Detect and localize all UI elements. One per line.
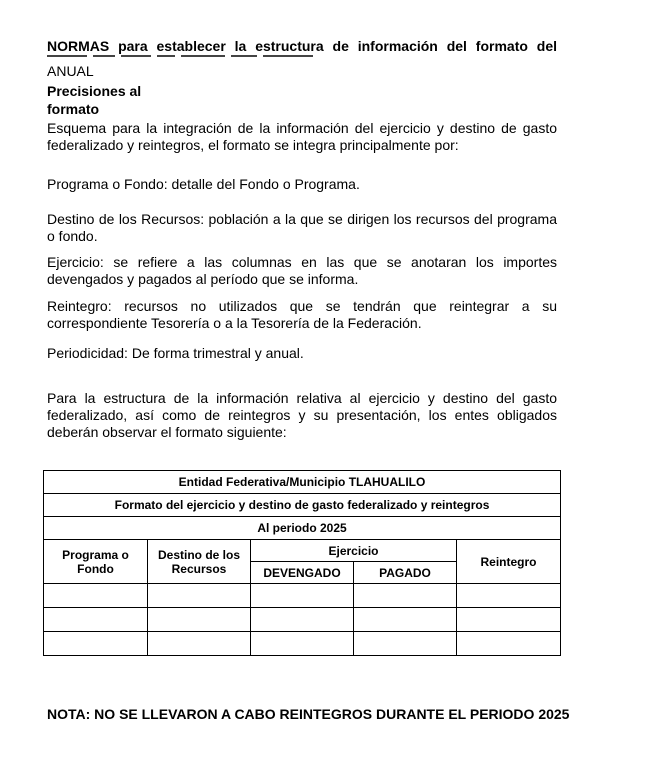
definition-reintegro: Reintegro: recursos no utilizados que se tendrán que reintegrar a su correspondiente Tesorería o a la Tesorería de la Federación.: [47, 298, 557, 331]
section-heading-line-2: formato: [47, 101, 100, 117]
column-header-destino: Destino de los Recursos: [148, 540, 251, 584]
table-cell: [148, 632, 251, 656]
table-cell: [251, 608, 354, 632]
table-cell: [354, 632, 457, 656]
column-header-programa: Programa o Fondo: [44, 540, 148, 584]
table-cell: [251, 632, 354, 656]
table-row: [44, 608, 561, 632]
table-cell: [44, 632, 148, 656]
intro-paragraph: Esquema para la integración de la información del ejercicio y destino de gasto federalizado y reintegros, el formato se integra principalmente por:: [47, 120, 557, 153]
section-heading-line-1: Precisiones al: [47, 83, 142, 99]
definition-programa: Programa o Fondo: detalle del Fondo o Programa.: [47, 176, 360, 192]
table-cell: [44, 584, 148, 608]
document-title: NORMAS para establecer la estructura de información del formato del: [47, 38, 557, 54]
clipped-title-line: [47, 55, 347, 61]
table-cell: [457, 632, 561, 656]
document-subtitle: ANUAL: [47, 63, 94, 79]
definition-periodicidad: Periodicidad: De forma trimestral y anual.: [47, 345, 304, 361]
definition-destino: Destino de los Recursos: población a la que se dirigen los recursos del programa o fondo.: [47, 211, 557, 244]
table-cell: [148, 608, 251, 632]
table-cell: [251, 584, 354, 608]
table-cell: [44, 608, 148, 632]
column-header-pagado: PAGADO: [354, 562, 457, 584]
table-cell: [457, 608, 561, 632]
table-row: [44, 632, 561, 656]
table-row: [44, 584, 561, 608]
table-period: Al periodo 2025: [44, 517, 561, 540]
definition-ejercicio: Ejercicio: se refiere a las columnas en las que se anotaran los importes devengados y pagados al período que se informa.: [47, 254, 557, 287]
column-header-reintegro: Reintegro: [457, 540, 561, 584]
table-cell: [457, 584, 561, 608]
format-table: [43, 470, 561, 656]
closing-paragraph: Para la estructura de la información relativa al ejercicio y destino del gasto federalizado, así como de reintegros y su presentación, los entes obligados deberán observar el formato siguiente:: [47, 390, 557, 440]
table-entity-header: Entidad Federativa/Municipio TLAHUALILO: [44, 471, 561, 494]
column-header-ejercicio: Ejercicio: [251, 540, 457, 562]
nota-text: NOTA: NO SE LLEVARON A CABO REINTEGROS DURANTE EL PERIODO 2025: [47, 706, 570, 722]
column-header-devengado: DEVENGADO: [251, 562, 354, 584]
table-cell: [148, 584, 251, 608]
table-cell: [354, 608, 457, 632]
table-format-title: Formato del ejercicio y destino de gasto federalizado y reintegros: [44, 494, 561, 517]
table-cell: [354, 584, 457, 608]
